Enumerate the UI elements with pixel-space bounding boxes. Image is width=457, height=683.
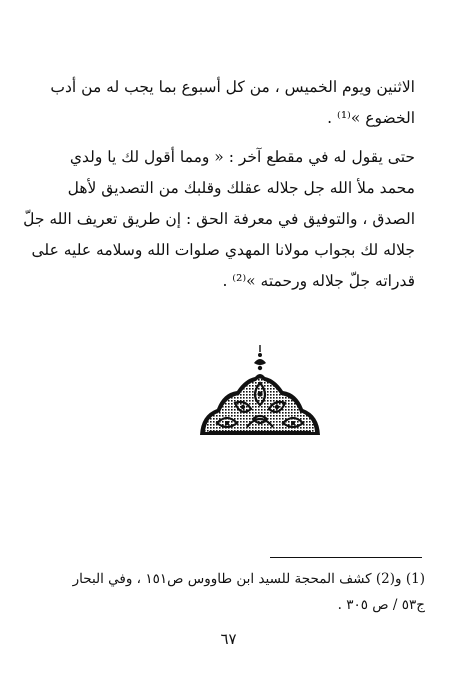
footnote-separator [270, 557, 422, 558]
footnotes [70, 566, 425, 618]
text-line: الخضوع »⁽¹⁾ . [327, 109, 415, 127]
footnote-line: (1) و(2) كشف المحجة للسيد ابن طاووس ص١٥١ ، وفي البحار [72, 571, 425, 587]
arabesque-ornament-icon [195, 343, 325, 439]
text-line: قدراته جلّ جلاله ورحمته »⁽²⁾ . [222, 272, 415, 290]
paragraph-1 [50, 72, 415, 134]
text-line: الاثنين ويوم الخميس ، من كل أسبوع بما يجب له من أدب [50, 78, 415, 96]
text-line: حتى يقول له في مقطع آخر : « ومما أقول لك يا ولدي [69, 148, 415, 166]
page-number: ٦٧ [220, 630, 237, 648]
text-line: جلاله لك بجواب مولانا المهدي صلوات الله وسلامه عليه على [31, 241, 415, 259]
footnote-line: ج٥٣ / ص ٣٠٥ . [337, 597, 425, 613]
text-line: الصدق ، والتوفيق في معرفة الحق : إن طريق تعريف الله جلّ [23, 210, 415, 228]
text-line: محمد ملأ الله جل جلاله عقلك وقلبك من التصديق لأهل [67, 179, 415, 197]
paragraph-2 [23, 142, 415, 297]
